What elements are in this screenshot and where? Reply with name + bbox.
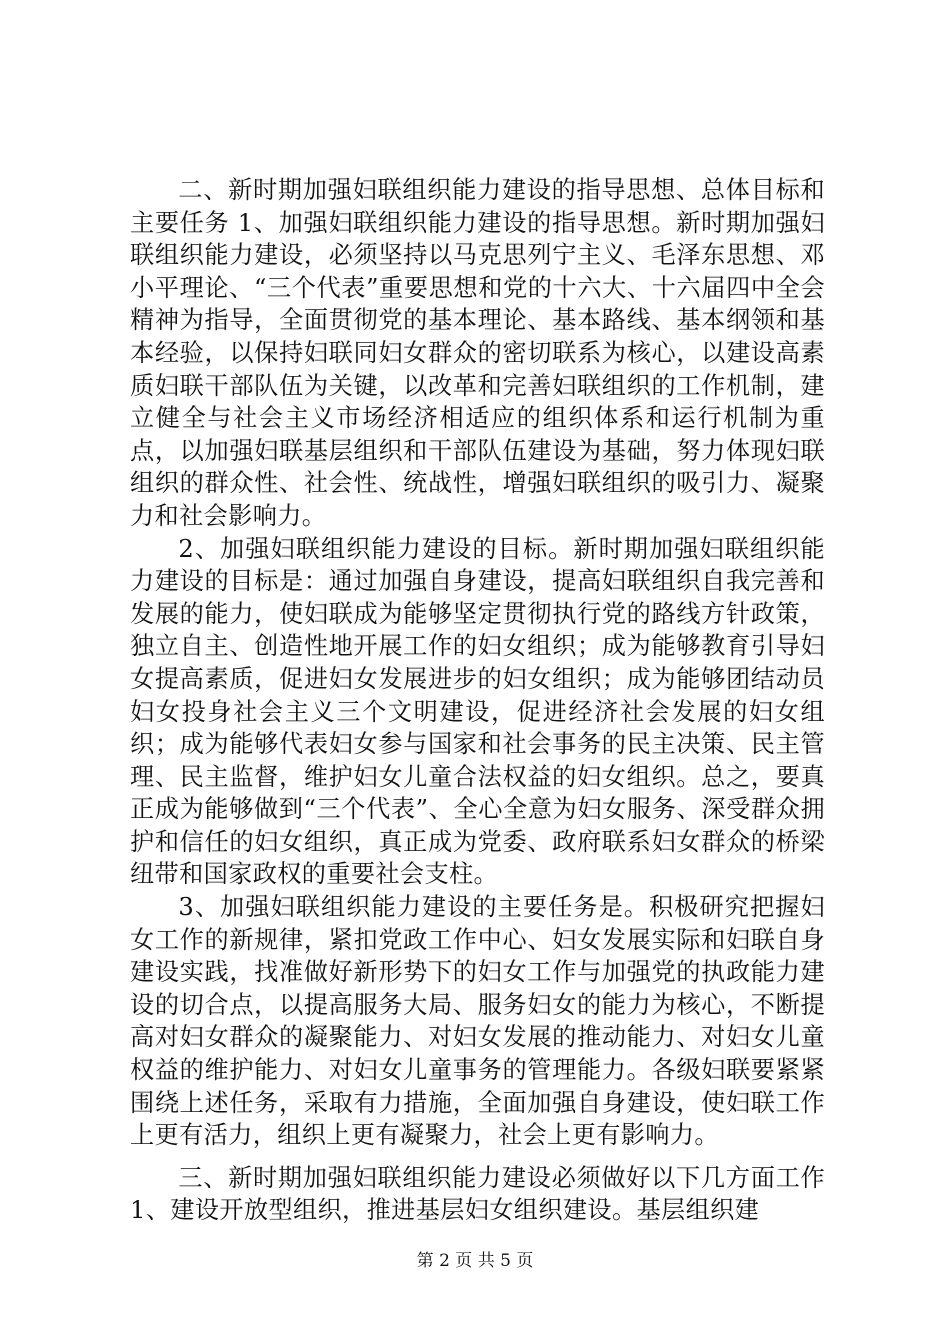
paragraph-guiding-ideology: 二、新时期加强妇联组织能力建设的指导思想、总体目标和主要任务 1、加强妇联组织能力建设的指导思想。新时期加强妇联组织能力建设，必须坚持以马克思列宁主义、毛泽东思想、邓小平理论、“三个代表”重要思想和党的十六大、十六届四中全会精神为指导，全面贯彻党的基本理论、基本路线、基本纲领和基本经验，以保持妇联同妇女群众的密切联系为核心，以建设高素质妇联干部队伍为关键，以改革和完善妇联组织的工作机制，建立健全与社会主义市场经济相适应的组织体系和运行机制为重点，以加强妇联基层组织和干部队伍建设为基础，努力体现妇联组织的群众性、社会性、统战性，增强妇联组织的吸引力、凝聚力和社会影响力。 <box>130 176 825 530</box>
document-body <box>130 174 825 1227</box>
paragraph-main-tasks: 3、加强妇联组织能力建设的主要任务是。积极研究把握妇女工作的新规律，紧扣党政工作中心、妇女发展实际和妇联自身建设实践，找准做好新形势下的妇女工作与加强党的执政能力建设的切合点，以提高服务大局、服务妇女的能力为核心，不断提高对妇女群众的凝聚能力、对妇女发展的推动能力、对妇女儿童权益的维护能力、对妇女儿童事务的管理能力。各级妇联要紧紧围绕上述任务，采取有力措施，全面加强自身建设，使妇联工作上更有活力，组织上更有凝聚力，社会上更有影响力。 <box>130 893 825 1150</box>
paragraph-goals: 2、加强妇联组织能力建设的目标。新时期加强妇联组织能力建设的目标是：通过加强自身建设，提高妇联组织自我完善和发展的能力，使妇联成为能够坚定贯彻执行党的路线方针政策，独立自主、创造性地开展工作的妇女组织；成为能够教育引导妇女提高素质，促进妇女发展进步的妇女组织；成为能够团结动员妇女投身社会主义三个文明建设，促进经济社会发展的妇女组织；成为能够代表妇女参与国家和社会事务的民主决策、民主管理、民主监督，维护妇女儿童合法权益的妇女组织。总之，要真正成为能够做到“三个代表”、全心全意为妇女服务、深受群众拥护和信任的妇女组织，真正成为党委、政府联系妇女群众的桥梁纽带和国家政权的重要社会支柱。 <box>130 534 825 889</box>
paragraph-section-three: 三、新时期加强妇联组织能力建设必须做好以下几方面工作 1、建设开放型组织，推进基层妇女组织建设。基层组织建 <box>130 1163 825 1225</box>
page-number-footer: 第 2 页 共 5 页 <box>416 1251 534 1271</box>
